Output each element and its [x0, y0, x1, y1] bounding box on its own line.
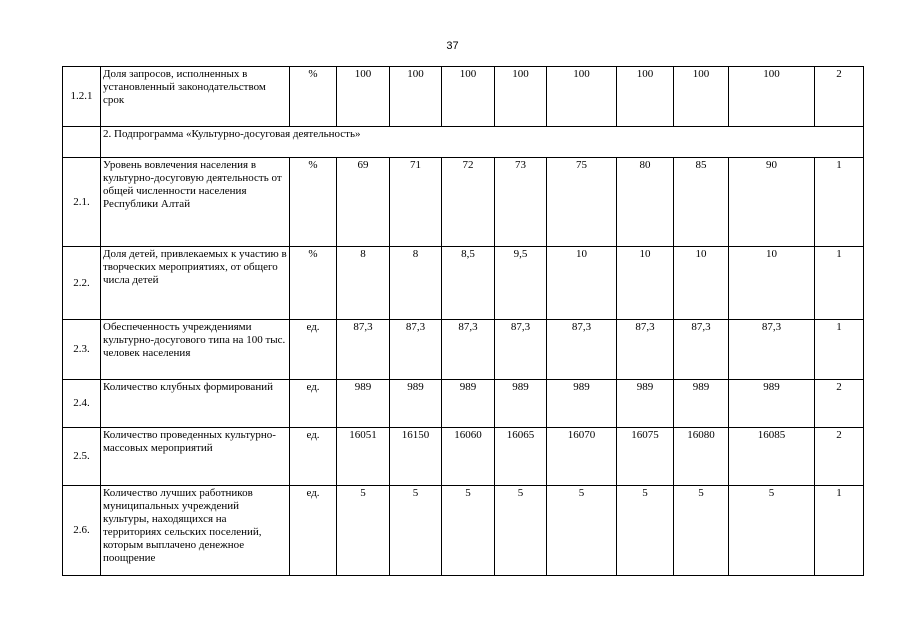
value-cell: 989	[390, 380, 442, 428]
value-cell: 87,3	[729, 320, 815, 380]
value-cell: 16075	[617, 428, 674, 486]
last-column-cell: 2	[815, 67, 864, 127]
value-cell: 5	[390, 486, 442, 576]
value-cell: 989	[547, 380, 617, 428]
indicator-name-cell: Количество клубных формирований	[101, 380, 290, 428]
section-title: 2. Подпрограмма «Культурно-досуговая деятельность»	[101, 127, 864, 158]
value-cell: 5	[729, 486, 815, 576]
value-cell: 72	[442, 158, 495, 247]
last-column-cell: 2	[815, 428, 864, 486]
value-cell: 10	[674, 247, 729, 320]
value-cell: 10	[729, 247, 815, 320]
value-cell: 87,3	[337, 320, 390, 380]
row-number-cell: 2.4.	[63, 380, 101, 428]
value-cell: 5	[674, 486, 729, 576]
value-cell: 16070	[547, 428, 617, 486]
unit-cell: ед.	[290, 486, 337, 576]
row-number-cell: 1.2.1	[63, 67, 101, 127]
page-number: 37	[446, 40, 459, 52]
indicator-name-cell: Доля детей, привлекаемых к участию в творческих мероприятиях, от общего числа детей	[101, 247, 290, 320]
value-cell: 100	[547, 67, 617, 127]
value-cell: 16065	[495, 428, 547, 486]
value-cell: 16060	[442, 428, 495, 486]
last-column-cell: 2	[815, 380, 864, 428]
value-cell: 71	[390, 158, 442, 247]
value-cell: 5	[337, 486, 390, 576]
table-body	[63, 67, 864, 576]
value-cell: 87,3	[674, 320, 729, 380]
value-cell: 10	[547, 247, 617, 320]
unit-cell: ед.	[290, 320, 337, 380]
row-number-cell: 2.3.	[63, 320, 101, 380]
value-cell: 87,3	[390, 320, 442, 380]
value-cell: 8,5	[442, 247, 495, 320]
indicator-name-cell: Доля запросов, исполненных в установленный законодательством срок	[101, 67, 290, 127]
row-number-cell: 2.1.	[63, 158, 101, 247]
table-row	[63, 320, 864, 380]
value-cell: 989	[729, 380, 815, 428]
last-column-cell: 1	[815, 158, 864, 247]
indicator-name-cell: Количество лучших работников муниципальных учреждений культуры, находящихся на территориях сельских поселений, которым выплачено денежное поощрение	[101, 486, 290, 576]
value-cell: 5	[442, 486, 495, 576]
table-row	[63, 428, 864, 486]
value-cell: 80	[617, 158, 674, 247]
table-row	[63, 158, 864, 247]
value-cell: 85	[674, 158, 729, 247]
value-cell: 87,3	[617, 320, 674, 380]
unit-cell: %	[290, 67, 337, 127]
value-cell: 87,3	[442, 320, 495, 380]
section-row	[63, 127, 864, 158]
value-cell: 90	[729, 158, 815, 247]
value-cell: 8	[337, 247, 390, 320]
value-cell: 100	[617, 67, 674, 127]
value-cell: 989	[337, 380, 390, 428]
value-cell: 989	[617, 380, 674, 428]
value-cell: 69	[337, 158, 390, 247]
value-cell: 5	[617, 486, 674, 576]
last-column-cell: 1	[815, 486, 864, 576]
indicator-name-cell: Обеспеченность учреждениями культурно-досугового типа на 100 тыс. человек населения	[101, 320, 290, 380]
last-column-cell: 1	[815, 320, 864, 380]
value-cell: 73	[495, 158, 547, 247]
table-row	[63, 247, 864, 320]
value-cell: 5	[547, 486, 617, 576]
value-cell: 5	[495, 486, 547, 576]
indicator-name-cell: Количество проведенных культурно-массовых мероприятий	[101, 428, 290, 486]
unit-cell: ед.	[290, 380, 337, 428]
table-row	[63, 380, 864, 428]
value-cell: 100	[674, 67, 729, 127]
value-cell: 75	[547, 158, 617, 247]
unit-cell: %	[290, 158, 337, 247]
value-cell: 16150	[390, 428, 442, 486]
unit-cell: %	[290, 247, 337, 320]
value-cell: 989	[495, 380, 547, 428]
value-cell: 100	[390, 67, 442, 127]
value-cell: 16080	[674, 428, 729, 486]
value-cell: 100	[337, 67, 390, 127]
value-cell: 16051	[337, 428, 390, 486]
value-cell: 100	[729, 67, 815, 127]
indicators-table	[62, 66, 864, 576]
value-cell: 87,3	[547, 320, 617, 380]
unit-cell: ед.	[290, 428, 337, 486]
value-cell: 989	[442, 380, 495, 428]
table-row	[63, 67, 864, 127]
row-number-cell	[63, 127, 101, 158]
value-cell: 9,5	[495, 247, 547, 320]
table-row	[63, 486, 864, 576]
row-number-cell: 2.5.	[63, 428, 101, 486]
row-number-cell: 2.2.	[63, 247, 101, 320]
value-cell: 100	[442, 67, 495, 127]
row-number-cell: 2.6.	[63, 486, 101, 576]
value-cell: 16085	[729, 428, 815, 486]
last-column-cell: 1	[815, 247, 864, 320]
value-cell: 10	[617, 247, 674, 320]
value-cell: 8	[390, 247, 442, 320]
indicator-name-cell: Уровень вовлечения населения в культурно-досуговую деятельность от общей численности населения Республики Алтай	[101, 158, 290, 247]
value-cell: 100	[495, 67, 547, 127]
value-cell: 989	[674, 380, 729, 428]
value-cell: 87,3	[495, 320, 547, 380]
